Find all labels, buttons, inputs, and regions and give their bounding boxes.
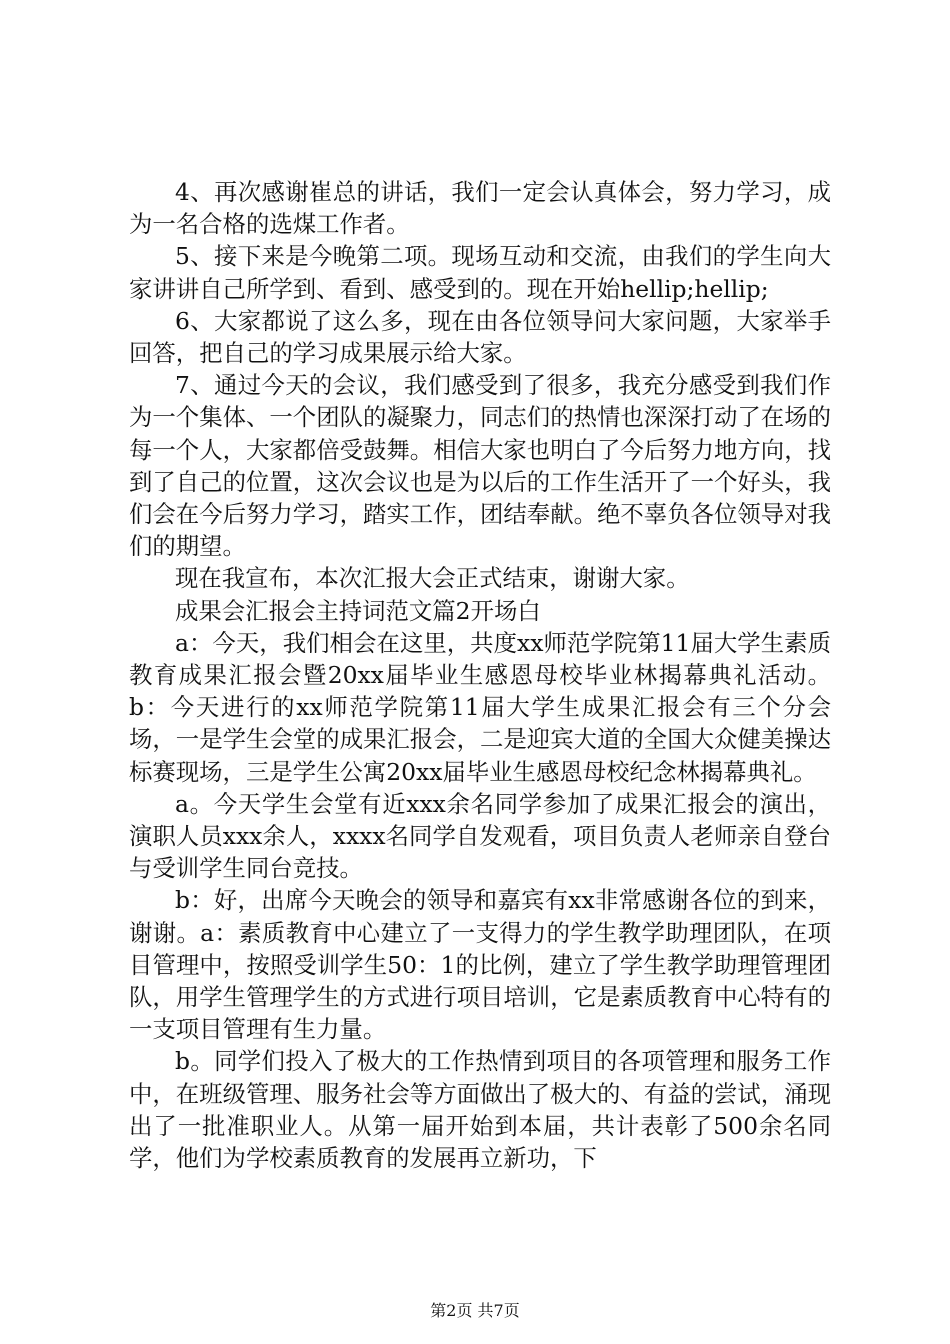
paragraph-1: 4、再次感谢崔总的讲话，我们一定会认真体会，努力学习，成为一名合格的选煤工作者。 <box>129 178 831 239</box>
paragraph-8: a。今天学生会堂有近xxx余名同学参加了成果汇报会的演出，演职人员xxx余人，xxxx名同学自发观看，项目负责人老师亲自登台与受训学生同台竞技。 <box>129 789 831 883</box>
paragraph-10: b。同学们投入了极大的工作热情到项目的各项管理和服务工作中，在班级管理、服务社会等方面做出了极大的、有益的尝试，涌现出了一批准职业人。从第一届开始到本届，共计表彰了500余名同学，他们为学校素质教育的发展再立新功，下 <box>129 1047 831 1173</box>
paragraph-7: a：今天，我们相会在这里，共度xx师范学院第11届大学生素质教育成果汇报会暨20xx届毕业生感恩母校毕业林揭幕典礼活动。b：今天进行的xx师范学院第11届大学生成果汇报会有三个分会场，一是学生会堂的成果汇报会，二是迎宾大道的全国大众健美操达标赛现场，三是学生公寓20xx届毕业生感恩母校纪念林揭幕典礼。 <box>129 628 831 786</box>
paragraph-4: 7、通过今天的会议，我们感受到了很多，我充分感受到我们作为一个集体、一个团队的凝聚力，同志们的热情也深深打动了在场的每一个人，大家都倍受鼓舞。相信大家也明白了今后努力地方向，找到了自己的位置，这次会议也是为以后的工作生活开了一个好头，我们会在今后努力学习，踏实工作，团结奉献。绝不辜负各位领导对我们的期望。 <box>129 371 831 561</box>
document-body <box>129 176 831 1174</box>
paragraph-9: b：好，出席今天晚会的领导和嘉宾有xx非常感谢各位的到来，谢谢。a：素质教育中心建立了一支得力的学生教学助理团队，在项目管理中，按照受训学生50：1的比例，建立了学生教学助理管理团队，用学生管理学生的方式进行项目培训，它是素质教育中心特有的一支项目管理有生力量。 <box>129 886 831 1044</box>
paragraph-2: 5、接下来是今晚第二项。现场互动和交流，由我们的学生向大家讲讲自己所学到、看到、感受到的。现在开始hellip;hellip; <box>129 242 831 303</box>
paragraph-5: 现在我宣布，本次汇报大会正式结束，谢谢大家。 <box>175 564 690 593</box>
paragraph-3: 6、大家都说了这么多，现在由各位领导问大家问题，大家举手回答，把自己的学习成果展示给大家。 <box>129 306 831 368</box>
page-number-footer: 第2页 共7页 <box>430 1301 520 1320</box>
section-heading: 成果会汇报会主持词范文篇2开场白 <box>175 596 541 625</box>
